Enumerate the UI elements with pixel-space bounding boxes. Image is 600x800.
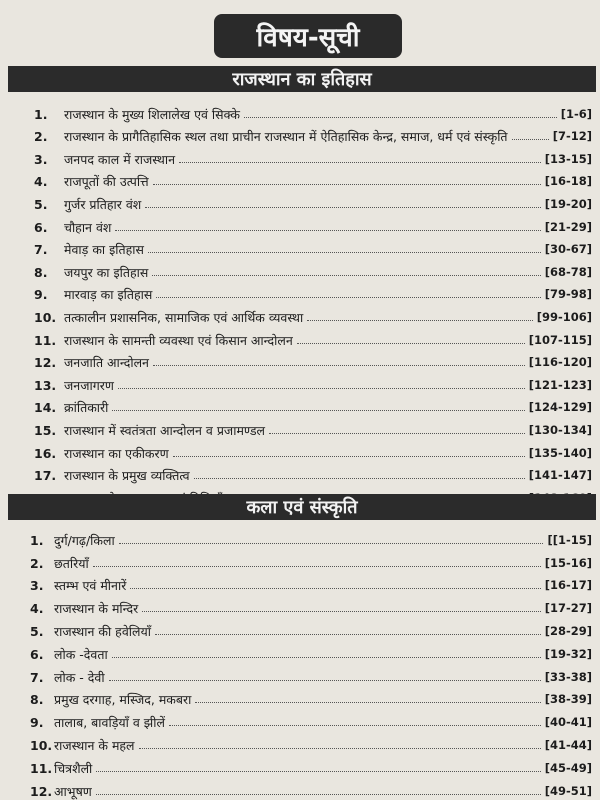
- dot-leader: [112, 409, 524, 411]
- dot-leader: [130, 587, 540, 589]
- toc-list-history: [0, 100, 600, 507]
- entry-number: 2.: [30, 555, 44, 571]
- entry-title: मारवाड़ का इतिहास: [64, 287, 153, 303]
- entry-title: राजस्थान के प्रमुख व्यक्तित्व: [64, 468, 190, 484]
- page-range: [124-129]: [528, 400, 592, 415]
- dot-leader: [307, 319, 533, 321]
- dot-leader: [115, 229, 540, 231]
- entry-title: तत्कालीन प्रशासनिक, सामाजिक एवं आर्थिक व्यवस्था: [64, 309, 304, 325]
- entry-number: 1.: [34, 106, 48, 122]
- entry-number: 1.: [30, 532, 44, 548]
- page-title: विषय-सूची: [214, 14, 402, 58]
- entry-number: 7.: [34, 242, 48, 258]
- toc-entry: [0, 394, 600, 417]
- entry-number: 3.: [34, 151, 48, 167]
- entry-number: 16.: [34, 445, 57, 461]
- entry-number: 14.: [34, 400, 57, 416]
- page-range: [38-39]: [544, 692, 592, 707]
- dot-leader: [109, 679, 541, 681]
- dot-leader: [153, 364, 525, 366]
- toc-entry: [0, 549, 600, 572]
- entry-number: 12.: [34, 355, 57, 371]
- dot-leader: [269, 432, 525, 434]
- entry-number: 4.: [34, 174, 48, 190]
- dot-leader: [179, 161, 541, 163]
- page-range: [40-41]: [544, 715, 592, 730]
- page-range: [121-123]: [528, 377, 592, 392]
- dot-leader: [195, 701, 540, 703]
- page-range: [68-78]: [544, 264, 592, 279]
- entry-title: प्रमुख दरगाह, मस्जिद, मकबरा: [54, 692, 192, 708]
- toc-entry: [0, 777, 600, 800]
- page-range: [16-18]: [544, 174, 592, 189]
- dot-leader: [142, 610, 540, 612]
- page-range: [141-147]: [528, 468, 592, 483]
- dot-leader: [155, 633, 541, 635]
- entry-title: तालाब, बावड़ियाँ व झीलें: [54, 715, 165, 731]
- page-range: [30-67]: [544, 242, 592, 257]
- page-range: [28-29]: [544, 623, 592, 638]
- entry-number: 17.: [34, 468, 57, 484]
- toc-entry: [0, 640, 600, 663]
- toc-entry: [0, 281, 600, 304]
- toc-list-art-culture: [0, 526, 600, 800]
- entry-number: 6.: [34, 219, 48, 235]
- dot-leader: [153, 183, 541, 185]
- entry-title: राजस्थान के महल: [54, 737, 135, 753]
- entry-number: 4.: [30, 601, 44, 617]
- page-range: [17-27]: [544, 601, 592, 616]
- entry-number: 8.: [34, 264, 48, 280]
- dot-leader: [244, 116, 557, 118]
- page-range: [130-134]: [528, 422, 592, 437]
- page-range: [107-115]: [528, 332, 592, 347]
- toc-entry: [0, 708, 600, 731]
- entry-number: 8.: [30, 692, 44, 708]
- entry-number: 3.: [30, 578, 44, 594]
- entry-title: राजस्थान की हवेलियाँ: [54, 623, 151, 639]
- dot-leader: [169, 724, 541, 726]
- page-range: [1-6]: [560, 106, 592, 121]
- entry-number: 7.: [30, 669, 44, 685]
- page-range: [21-29]: [544, 219, 592, 234]
- entry-title: छतरियाँ: [54, 555, 89, 571]
- entry-number: 2.: [34, 129, 48, 145]
- toc-entry: [0, 526, 600, 549]
- entry-title: राजस्थान के मुख्य शिलालेख एवं सिक्के: [64, 106, 241, 122]
- page-range: [79-98]: [544, 287, 592, 302]
- section-heading-art-culture: कला एवं संस्कृति: [8, 494, 596, 520]
- dot-leader: [145, 206, 540, 208]
- toc-entry: [0, 617, 600, 640]
- entry-number: 10.: [34, 309, 57, 325]
- dot-leader: [156, 296, 540, 298]
- page-range: [33-38]: [544, 669, 592, 684]
- entry-number: 12.: [30, 783, 53, 799]
- page-range: [45-49]: [544, 760, 592, 775]
- entry-title: चौहान वंश: [64, 219, 112, 235]
- toc-entry: [0, 416, 600, 439]
- entry-number: 11.: [34, 332, 57, 348]
- toc-entry: [0, 439, 600, 462]
- dot-leader: [173, 455, 525, 457]
- toc-entry: [0, 145, 600, 168]
- page-range: [16-17]: [544, 578, 592, 593]
- toc-entry: [0, 349, 600, 372]
- entry-title: चित्रशैली: [54, 760, 93, 776]
- toc-entry: [0, 326, 600, 349]
- dot-leader: [118, 387, 525, 389]
- dot-leader: [119, 542, 544, 544]
- entry-number: 13.: [34, 377, 57, 393]
- toc-entry: [0, 371, 600, 394]
- toc-entry: [0, 594, 600, 617]
- entry-title: राजस्थान में स्वतंत्रता आन्दोलन व प्रजामण्डल: [64, 422, 266, 438]
- page-range: [19-20]: [544, 196, 592, 211]
- toc-entry: [0, 168, 600, 191]
- toc-entry: [0, 686, 600, 709]
- dot-leader: [297, 342, 525, 344]
- page-range: [[1-15]: [547, 532, 592, 547]
- entry-number: 10.: [30, 737, 53, 753]
- toc-entry: [0, 303, 600, 326]
- dot-leader: [512, 138, 549, 140]
- page-range: [49-51]: [544, 783, 592, 798]
- dot-leader: [148, 251, 541, 253]
- page-range: [13-15]: [544, 151, 592, 166]
- toc-entry: [0, 123, 600, 146]
- dot-leader: [93, 565, 541, 567]
- entry-title: जनजागरण: [64, 377, 114, 393]
- toc-entry: [0, 190, 600, 213]
- entry-title: गुर्जर प्रतिहार वंश: [64, 196, 142, 212]
- entry-title: राजपूतों की उत्पत्ति: [64, 174, 149, 190]
- dot-leader: [152, 274, 540, 276]
- entry-title: राजस्थान के प्रागैतिहासिक स्थल तथा प्राचीन राजस्थान में ऐतिहासिक केन्द्र, समाज, धर्म एवं संस्कृति: [64, 129, 508, 145]
- entry-title: लोक - देवी: [54, 669, 105, 685]
- entry-title: राजस्थान के सामन्ती व्यवस्था एवं किसान आन्दोलन: [64, 332, 293, 348]
- entry-number: 11.: [30, 760, 53, 776]
- toc-entry: [0, 213, 600, 236]
- section-heading-history: राजस्थान का इतिहास: [8, 66, 596, 92]
- toc-entry: [0, 731, 600, 754]
- toc-entry: [0, 754, 600, 777]
- toc-entry: [0, 236, 600, 259]
- toc-entry: [0, 258, 600, 281]
- entry-title: क्रांतिकारी: [64, 400, 109, 416]
- dot-leader: [96, 770, 540, 772]
- entry-title: दुर्ग/गढ़/किला: [54, 532, 115, 548]
- entry-title: मेवाड़ का इतिहास: [64, 242, 144, 258]
- page-range: [15-16]: [544, 555, 592, 570]
- entry-number: 5.: [34, 196, 48, 212]
- entry-number: 9.: [34, 287, 48, 303]
- page-range: [135-140]: [528, 445, 592, 460]
- entry-number: 15.: [34, 422, 57, 438]
- entry-title: जनजाति आन्दोलन: [64, 355, 149, 371]
- toc-entry: [0, 100, 600, 123]
- entry-title: आभूषण: [54, 783, 92, 799]
- entry-number: 6.: [30, 646, 44, 662]
- dot-leader: [112, 656, 541, 658]
- page-range: [99-106]: [536, 309, 592, 324]
- entry-number: 9.: [30, 715, 44, 731]
- entry-title: राजस्थान के मन्दिर: [54, 601, 139, 617]
- toc-entry: [0, 663, 600, 686]
- entry-title: राजस्थान का एकीकरण: [64, 445, 169, 461]
- toc-entry: [0, 572, 600, 595]
- dot-leader: [139, 747, 541, 749]
- entry-title: लोक -देवता: [54, 646, 108, 662]
- page-range: [41-44]: [544, 737, 592, 752]
- entry-title: जनपद काल में राजस्थान: [64, 151, 176, 167]
- page-range: [7-12]: [552, 129, 592, 144]
- entry-title: स्तम्भ एवं मीनारें: [54, 578, 127, 594]
- page-range: [19-32]: [544, 646, 592, 661]
- entry-title: जयपुर का इतिहास: [64, 264, 149, 280]
- entry-number: 5.: [30, 623, 44, 639]
- toc-entry: [0, 462, 600, 485]
- dot-leader: [194, 477, 525, 479]
- page-range: [116-120]: [528, 355, 592, 370]
